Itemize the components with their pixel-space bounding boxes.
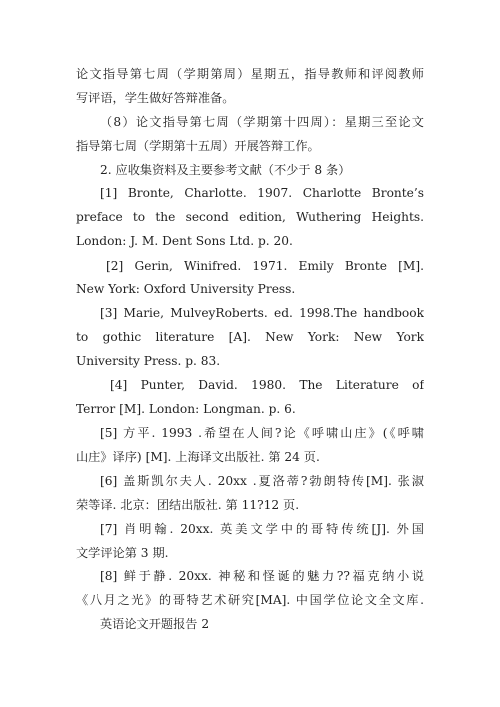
section-heading: 2. 应收集资料及主要参考文献（不少于 8 条） [100,163,351,177]
reference-line: London: J. M. Dent Sons Ltd. p. 20. [76,234,293,248]
text-line: （8）论文指导第七周（学期第十四周）：星期三至论文 [100,115,424,129]
reference-line: 山庄》译序) [M]. 上海译文出版社. 第 24 页. [76,450,320,464]
reference-line: Terror [M]. London: Longman. p. 6. [76,402,296,416]
reference-line: New York: Oxford University Press. [76,282,296,296]
reference-line: to gothic literature [A]. New York: New York [76,330,424,344]
reference-line: [4] Punter, David. 1980. The Literature of [110,378,424,392]
text-line: 写评语，学生做好答辩准备。 [76,91,235,105]
reference-line: [3] Marie, MulveyRoberts. ed. 1998.The handbook [100,306,424,320]
reference-line: 荣等译. 北京：团结出版社. 第 11?12 页. [76,498,300,512]
reference-line: [2] Gerin, Winifred. 1971. Emily Bronte [M]. [106,259,424,273]
reference-line: 文学评论第 3 期. [76,546,169,560]
reference-line: [1] Bronte, Charlotte. 1907. Charlotte Bronte’s [100,186,424,200]
reference-line: [8] 鲜于静. 20xx. 神秘和怪诞的魅力??福克纳小说 [100,569,424,583]
text-line: 论文指导第七周（学期第周）星期五，指导教师和评阅教师 [76,67,424,81]
text-line: 指导第七周（学期第十五周）开展答辩工作。 [76,139,320,153]
reference-line: 《八月之光》的哥特艺术研究[MA]. 中国学位论文全文库. [76,593,424,607]
section-title: 英语论文开题报告 2 [100,617,210,631]
reference-line: [7] 肖明翰. 20xx. 英美文学中的哥特传统[J]. 外国 [100,522,424,536]
reference-line: preface to the second edition, Wuthering Heights. [76,210,424,224]
reference-line: University Press. p. 83. [76,354,221,368]
reference-line: [6] 盖斯凯尔夫人. 20xx .夏洛蒂?勃朗特传[M]. 张淑 [100,474,424,488]
reference-line: [5] 方平. 1993 .希望在人间?论《呼啸山庄》(《呼啸 [100,426,424,440]
